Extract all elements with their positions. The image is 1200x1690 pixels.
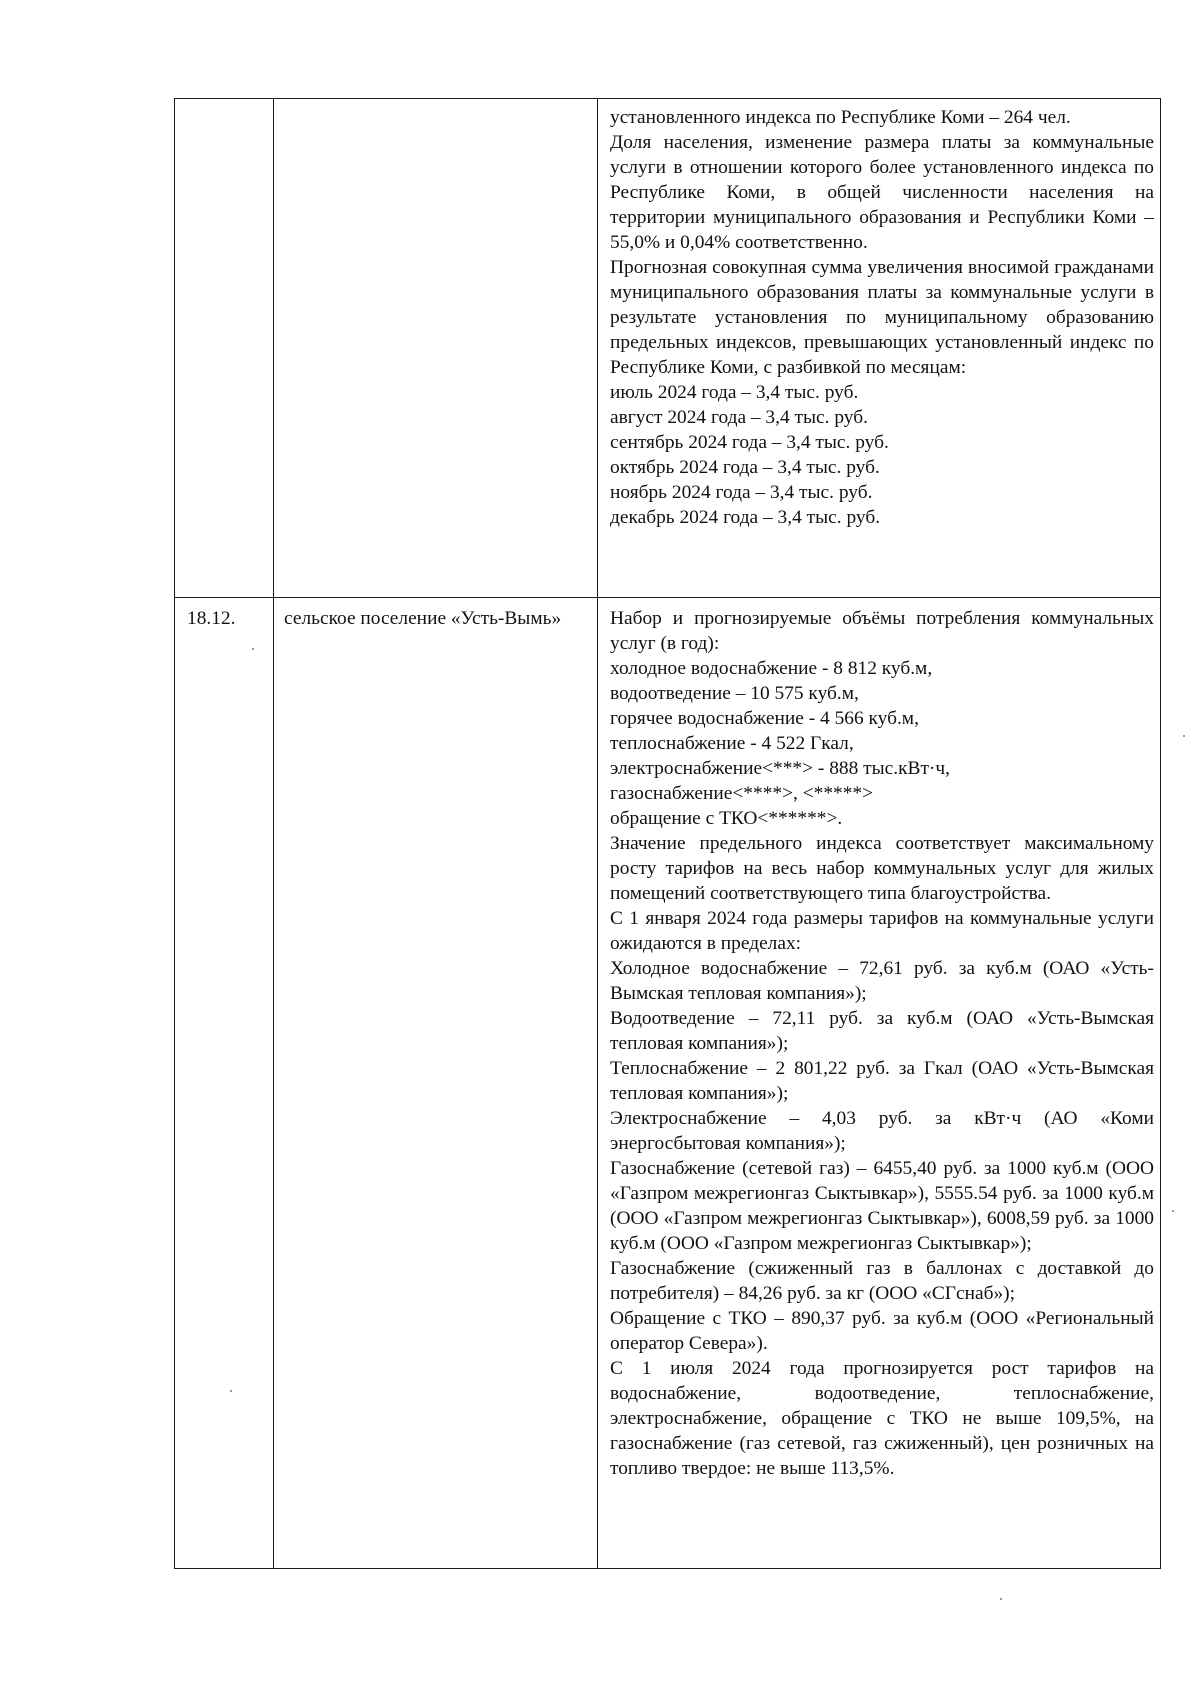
municipality-name xyxy=(274,99,597,107)
row-number xyxy=(175,99,273,107)
description-line: Значение предельного индекса соответствует максимальному росту тарифов на весь набор коммунальных услуг для жилых помещений соответствующего типа благоустройства. xyxy=(610,833,1154,904)
scan-speck xyxy=(1000,1598,1002,1600)
municipality-cell xyxy=(274,99,598,598)
description-cell xyxy=(598,598,1161,1569)
description-line: Доля населения, изменение размера платы за коммунальные услуги в отношении которого более установленного индекса по Республике Коми, в общей численности населения на территории муниципального образования и Республики Коми – 55,0% и 0,04% соответственно. xyxy=(610,132,1154,253)
row-number-cell xyxy=(175,99,274,598)
description-line: газоснабжение<****>, <*****> xyxy=(610,783,874,804)
description-line: Обращение с ТКО – 890,37 руб. за куб.м (ООО «Региональный оператор Севера»). xyxy=(610,1308,1154,1354)
description-line: холодное водоснабжение - 8 812 куб.м, xyxy=(610,658,933,679)
description-line: обращение с ТКО<******>. xyxy=(610,808,843,829)
description-line: Прогнозная совокупная сумма увеличения вносимой гражданами муниципального образования платы за коммунальные услуги в результате установления по муниципальному образованию предельных индексов, превышающих установленный индекс по Республике Коми, с разбивкой по месяцам: xyxy=(610,257,1154,378)
scan-speck xyxy=(230,1390,232,1392)
description-line: Газоснабжение (сетевой газ) – 6455,40 руб. за 1000 куб.м (ООО «Газпром межрегионгаз Сыктывкар»), 5555.54 руб. за 1000 куб.м (ООО «Газпром межрегионгаз Сыктывкар»), 6008,59 руб. за 1000 куб.м (ООО «Газпром межрегионгаз Сыктывкар»); xyxy=(610,1158,1154,1254)
description-line: электроснабжение<***> - 888 тыс.кВт·ч, xyxy=(610,758,950,779)
description-line: установленного индекса по Республике Коми – 264 чел. xyxy=(610,107,1071,128)
row-number: 18.12. xyxy=(187,608,236,629)
description-line: Электроснабжение – 4,03 руб. за кВт·ч (АО «Коми энергосбытовая компания»); xyxy=(610,1108,1154,1154)
description-text xyxy=(598,598,1160,1489)
description-line: июль 2024 года – 3,4 тыс. руб. xyxy=(610,382,859,403)
description-line: горячее водоснабжение - 4 566 куб.м, xyxy=(610,708,919,729)
description-line: теплоснабжение - 4 522 Гкал, xyxy=(610,733,854,754)
table-row xyxy=(175,598,1161,1569)
description-text xyxy=(598,99,1160,538)
description-line: сентябрь 2024 года – 3,4 тыс. руб. xyxy=(610,432,889,453)
description-line: водоотведение – 10 575 куб.м, xyxy=(610,683,859,704)
description-line: ноябрь 2024 года – 3,4 тыс. руб. xyxy=(610,482,873,503)
description-line: Водоотведение – 72,11 руб. за куб.м (ОАО «Усть-Вымская тепловая компания»); xyxy=(610,1008,1154,1054)
scan-speck xyxy=(252,648,254,650)
description-line: Теплоснабжение – 2 801,22 руб. за Гкал (ОАО «Усть-Вымская тепловая компания»); xyxy=(610,1058,1154,1104)
description-cell xyxy=(598,99,1161,598)
description-line: август 2024 года – 3,4 тыс. руб. xyxy=(610,407,868,428)
description-line: Набор и прогнозируемые объёмы потребления коммунальных услуг (в год): xyxy=(610,608,1154,654)
municipality-cell xyxy=(274,598,598,1569)
description-line: октябрь 2024 года – 3,4 тыс. руб. xyxy=(610,457,880,478)
description-line: Холодное водоснабжение – 72,61 руб. за куб.м (ОАО «Усть-Вымская тепловая компания»); xyxy=(610,958,1154,1004)
row-number-cell xyxy=(175,598,274,1569)
description-line: Газоснабжение (сжиженный газ в баллонах с доставкой до потребителя) – 84,26 руб. за кг (ООО «СГснаб»); xyxy=(610,1258,1154,1304)
table-row xyxy=(175,99,1161,598)
scan-speck xyxy=(1172,1210,1174,1212)
scan-speck xyxy=(1183,735,1185,737)
description-line: декабрь 2024 года – 3,4 тыс. руб. xyxy=(610,507,881,528)
municipality-name: сельское поселение «Усть-Вымь» xyxy=(284,608,562,629)
description-line: С 1 июля 2024 года прогнозируется рост тарифов на водоснабжение, водоотведение, теплоснабжение, электроснабжение, обращение с ТКО не выше 109,5%, на газоснабжение (газ сетевой, газ сжиженный), цен розничных на топливо твердое: не выше 113,5%. xyxy=(610,1358,1154,1479)
tariff-table xyxy=(174,98,1161,1569)
description-line: С 1 января 2024 года размеры тарифов на коммунальные услуги ожидаются в пределах: xyxy=(610,908,1154,954)
